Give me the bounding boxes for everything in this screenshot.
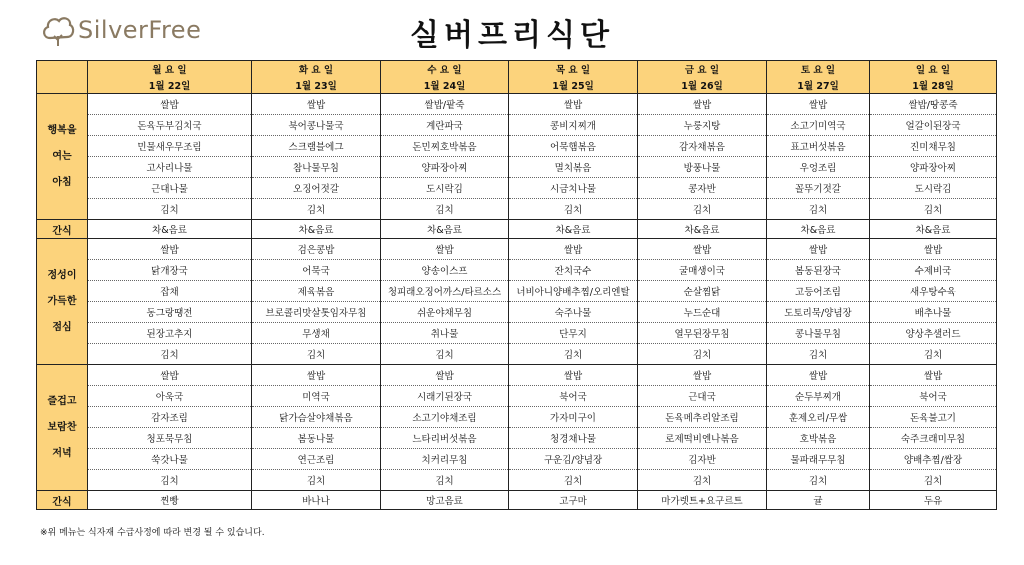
dinner-menu-item: 숙주크래미무침 bbox=[870, 428, 997, 449]
lunch-menu-item: 누드순대 bbox=[638, 302, 767, 323]
day-name: 일 요 일 bbox=[870, 61, 997, 78]
dinner-row bbox=[37, 470, 997, 491]
dinner-row bbox=[37, 365, 997, 386]
breakfast-menu-item: 얼갈이된장국 bbox=[870, 115, 997, 136]
day-name: 월 요 일 bbox=[88, 61, 252, 78]
dinner-menu-item: 김자반 bbox=[638, 449, 767, 470]
breakfast-menu-item: 어묵햄볶음 bbox=[509, 136, 638, 157]
lunch-menu-item: 순살찜닭 bbox=[638, 281, 767, 302]
breakfast-menu-item: 우엉조림 bbox=[767, 157, 870, 178]
dinner-menu-item: 아욱국 bbox=[88, 386, 252, 407]
breakfast-menu-item: 북어콩나물국 bbox=[252, 115, 381, 136]
lunch-row bbox=[37, 260, 997, 281]
lunch-menu-item: 고등어조림 bbox=[767, 281, 870, 302]
dinner-menu-item: 호박볶음 bbox=[767, 428, 870, 449]
lunch-menu-item: 쌀밥 bbox=[870, 239, 997, 260]
dinner-menu-item: 쌀밥 bbox=[767, 365, 870, 386]
dinner-menu-item: 김치 bbox=[767, 470, 870, 491]
day-date: 1월 24일 bbox=[381, 77, 509, 94]
dinner-menu-item: 김치 bbox=[509, 470, 638, 491]
breakfast-menu-item: 콩비지찌개 bbox=[509, 115, 638, 136]
dinner-menu-item: 물파래무무침 bbox=[767, 449, 870, 470]
lunch-row bbox=[37, 239, 997, 260]
breakfast-menu-item: 꼴뚜기젓갈 bbox=[767, 178, 870, 199]
dinner-row bbox=[37, 428, 997, 449]
page-title: 실버프리식단 bbox=[410, 18, 614, 53]
day-date: 1월 28일 bbox=[870, 77, 997, 94]
lunch-row bbox=[37, 344, 997, 365]
breakfast-row bbox=[37, 115, 997, 136]
breakfast-menu-item: 진미채무침 bbox=[870, 136, 997, 157]
breakfast-menu-item: 양파장아찌 bbox=[870, 157, 997, 178]
breakfast-menu-item: 멸치볶음 bbox=[509, 157, 638, 178]
breakfast-menu-item: 콩자반 bbox=[638, 178, 767, 199]
lunch-menu-item: 된장고추지 bbox=[88, 323, 252, 344]
day-date: 1월 26일 bbox=[638, 77, 767, 94]
lunch-menu-item: 쌀밥 bbox=[767, 239, 870, 260]
breakfast-row bbox=[37, 178, 997, 199]
dinner-menu-item: 연근조림 bbox=[252, 449, 381, 470]
breakfast-menu-item: 표고버섯볶음 bbox=[767, 136, 870, 157]
dinner-menu-item: 김치 bbox=[381, 470, 509, 491]
day-date: 1월 27일 bbox=[767, 77, 870, 94]
dinner-menu-item: 순두부찌개 bbox=[767, 386, 870, 407]
morning-snack-item: 차&음료 bbox=[381, 220, 509, 239]
breakfast-row bbox=[37, 199, 997, 220]
morning-snack-item: 차&음료 bbox=[509, 220, 638, 239]
lunch-menu-item: 잡채 bbox=[88, 281, 252, 302]
dinner-menu-item: 시래기된장국 bbox=[381, 386, 509, 407]
lunch-row bbox=[37, 302, 997, 323]
dinner-menu-item: 돈육불고기 bbox=[870, 407, 997, 428]
morning-snack-label: 간식 bbox=[37, 220, 88, 239]
breakfast-row bbox=[37, 136, 997, 157]
day-name: 목 요 일 bbox=[509, 61, 638, 78]
lunch-menu-item: 닭개장국 bbox=[88, 260, 252, 281]
breakfast-menu-item: 스크램블에그 bbox=[252, 136, 381, 157]
evening-snack-item: 마가렛트+요구르트 bbox=[638, 491, 767, 510]
breakfast-menu-item: 민물새우무조림 bbox=[88, 136, 252, 157]
breakfast-menu-item: 도시락김 bbox=[870, 178, 997, 199]
lunch-menu-item: 배추나물 bbox=[870, 302, 997, 323]
lunch-label-line: 가득한 bbox=[47, 295, 77, 307]
breakfast-menu-item: 쌀밥 bbox=[88, 94, 252, 115]
dinner-menu-item: 양배추찜/쌈장 bbox=[870, 449, 997, 470]
breakfast-menu-item: 김치 bbox=[767, 199, 870, 220]
lunch-menu-item: 쉬운야채무침 bbox=[381, 302, 509, 323]
lunch-menu-item: 열무된장무침 bbox=[638, 323, 767, 344]
dinner-menu-item: 가자미구이 bbox=[509, 407, 638, 428]
breakfast-menu-item: 감자채볶음 bbox=[638, 136, 767, 157]
breakfast-menu-item: 김치 bbox=[88, 199, 252, 220]
evening-snack-item: 찐빵 bbox=[88, 491, 252, 510]
lunch-menu-item: 동그랑땡전 bbox=[88, 302, 252, 323]
breakfast-label-line: 아침 bbox=[52, 176, 72, 188]
breakfast-menu-item: 쌀밥 bbox=[252, 94, 381, 115]
dinner-label-line: 저녁 bbox=[52, 447, 72, 459]
breakfast-row bbox=[37, 157, 997, 178]
lunch-menu-item: 봄동된장국 bbox=[767, 260, 870, 281]
menu-table bbox=[36, 60, 997, 510]
breakfast-menu-item: 돈육두부김치국 bbox=[88, 115, 252, 136]
dinner-menu-item: 김치 bbox=[252, 470, 381, 491]
breakfast-menu-item: 김치 bbox=[638, 199, 767, 220]
dinner-menu-item: 청포묵무침 bbox=[88, 428, 252, 449]
morning-snack-item: 차&음료 bbox=[767, 220, 870, 239]
lunch-menu-item: 김치 bbox=[88, 344, 252, 365]
breakfast-menu-item: 양파장아찌 bbox=[381, 157, 509, 178]
day-date: 1월 25일 bbox=[509, 77, 638, 94]
dinner-menu-item: 근대국 bbox=[638, 386, 767, 407]
breakfast-menu-item: 도시락김 bbox=[381, 178, 509, 199]
breakfast-menu-item: 쌀밥/팥죽 bbox=[381, 94, 509, 115]
lunch-menu-item: 무생채 bbox=[252, 323, 381, 344]
evening-snack-item: 망고음료 bbox=[381, 491, 509, 510]
dinner-menu-item: 쑥갓나물 bbox=[88, 449, 252, 470]
breakfast-menu-item: 김치 bbox=[381, 199, 509, 220]
morning-snack-item: 차&음료 bbox=[88, 220, 252, 239]
breakfast-menu-item: 참나물무침 bbox=[252, 157, 381, 178]
lunch-menu-item: 검은콩밥 bbox=[252, 239, 381, 260]
lunch-menu-item: 숙주나물 bbox=[509, 302, 638, 323]
dinner-menu-item: 김치 bbox=[870, 470, 997, 491]
dinner-menu-item: 훈제오리/무쌈 bbox=[767, 407, 870, 428]
day-date: 1월 22일 bbox=[88, 77, 252, 94]
day-name: 수 요 일 bbox=[381, 61, 509, 78]
day-name: 화 요 일 bbox=[252, 61, 381, 78]
lunch-menu-item: 어묵국 bbox=[252, 260, 381, 281]
lunch-menu-item: 새우탕수육 bbox=[870, 281, 997, 302]
dinner-menu-item: 북어국 bbox=[870, 386, 997, 407]
lunch-label-line: 점심 bbox=[52, 321, 72, 333]
evening-snack-item: 고구마 bbox=[509, 491, 638, 510]
dinner-label bbox=[37, 365, 88, 491]
lunch-menu-item: 쌀밥 bbox=[381, 239, 509, 260]
lunch-row bbox=[37, 323, 997, 344]
breakfast-menu-item: 김치 bbox=[870, 199, 997, 220]
breakfast-menu-item: 돈민찌호박볶음 bbox=[381, 136, 509, 157]
dinner-menu-item: 북어국 bbox=[509, 386, 638, 407]
lunch-menu-item: 김치 bbox=[252, 344, 381, 365]
dinner-row bbox=[37, 407, 997, 428]
morning-snack-row bbox=[37, 220, 997, 239]
morning-snack-item: 차&음료 bbox=[638, 220, 767, 239]
lunch-menu-item: 양송이스프 bbox=[381, 260, 509, 281]
dinner-label-line: 즐겁고 bbox=[47, 395, 77, 407]
dinner-menu-item: 닭가슴살야채볶음 bbox=[252, 407, 381, 428]
dinner-menu-item: 감자조림 bbox=[88, 407, 252, 428]
breakfast-menu-item: 쌀밥 bbox=[638, 94, 767, 115]
lunch-menu-item: 김치 bbox=[870, 344, 997, 365]
brand-name: SilverFree bbox=[78, 16, 202, 44]
dinner-menu-item: 미역국 bbox=[252, 386, 381, 407]
dinner-label-line: 보람찬 bbox=[47, 421, 77, 433]
dinner-menu-item: 청경채나물 bbox=[509, 428, 638, 449]
breakfast-label-line: 행복을 bbox=[47, 124, 77, 136]
dinner-menu-item: 김치 bbox=[638, 470, 767, 491]
breakfast-menu-item: 계란파국 bbox=[381, 115, 509, 136]
lunch-menu-item: 김치 bbox=[767, 344, 870, 365]
evening-snack-label: 간식 bbox=[37, 491, 88, 510]
lunch-menu-item: 콩나물무침 bbox=[767, 323, 870, 344]
lunch-menu-item: 취나물 bbox=[381, 323, 509, 344]
dinner-menu-item: 치커리무침 bbox=[381, 449, 509, 470]
lunch-menu-item: 브로콜리맛살톳임자무침 bbox=[252, 302, 381, 323]
dinner-menu-item: 느타리버섯볶음 bbox=[381, 428, 509, 449]
lunch-menu-item: 김치 bbox=[509, 344, 638, 365]
day-date: 1월 23일 bbox=[252, 77, 381, 94]
lunch-menu-item: 제육볶음 bbox=[252, 281, 381, 302]
morning-snack-item: 차&음료 bbox=[252, 220, 381, 239]
lunch-menu-item: 쌀밥 bbox=[509, 239, 638, 260]
breakfast-menu-item: 쌀밥 bbox=[509, 94, 638, 115]
lunch-row bbox=[37, 281, 997, 302]
dinner-menu-item: 봄동나물 bbox=[252, 428, 381, 449]
lunch-menu-item: 청피래오징어까스/타르소스 bbox=[381, 281, 509, 302]
evening-snack-item: 바나나 bbox=[252, 491, 381, 510]
lunch-menu-item: 쌀밥 bbox=[88, 239, 252, 260]
lunch-menu-item: 단무지 bbox=[509, 323, 638, 344]
lunch-menu-item: 김치 bbox=[638, 344, 767, 365]
breakfast-menu-item: 쌀밥/땅콩죽 bbox=[870, 94, 997, 115]
breakfast-menu-item: 방풍나물 bbox=[638, 157, 767, 178]
footnote: ※위 메뉴는 식자재 수급사정에 따라 변경 될 수 있습니다. bbox=[40, 528, 265, 538]
lunch-menu-item: 수제비국 bbox=[870, 260, 997, 281]
day-name: 금 요 일 bbox=[638, 61, 767, 78]
lunch-menu-item: 김치 bbox=[381, 344, 509, 365]
breakfast-row bbox=[37, 94, 997, 115]
dinner-row bbox=[37, 449, 997, 470]
morning-snack-item: 차&음료 bbox=[870, 220, 997, 239]
breakfast-menu-item: 김치 bbox=[252, 199, 381, 220]
evening-snack-row bbox=[37, 491, 997, 510]
lunch-menu-item: 양상추샐러드 bbox=[870, 323, 997, 344]
breakfast-menu-item: 소고기미역국 bbox=[767, 115, 870, 136]
breakfast-menu-item: 쌀밥 bbox=[767, 94, 870, 115]
breakfast-menu-item: 근대나물 bbox=[88, 178, 252, 199]
lunch-label-line: 정성이 bbox=[47, 269, 77, 281]
dinner-menu-item: 쌀밥 bbox=[870, 365, 997, 386]
lunch-menu-item: 쌀밥 bbox=[638, 239, 767, 260]
lunch-menu-item: 너비아니양배추찜/오리엔탈 bbox=[509, 281, 638, 302]
breakfast-menu-item: 시금치나물 bbox=[509, 178, 638, 199]
dinner-menu-item: 소고기야채조림 bbox=[381, 407, 509, 428]
breakfast-menu-item: 김치 bbox=[509, 199, 638, 220]
date-header-row bbox=[37, 77, 997, 94]
corner-cell bbox=[37, 61, 88, 94]
dinner-menu-item: 김치 bbox=[88, 470, 252, 491]
breakfast-menu-item: 누룽지탕 bbox=[638, 115, 767, 136]
breakfast-label bbox=[37, 94, 88, 220]
breakfast-label-line: 여는 bbox=[52, 150, 72, 162]
dinner-menu-item: 로제떡비엔나볶음 bbox=[638, 428, 767, 449]
lunch-menu-item: 잔치국수 bbox=[509, 260, 638, 281]
dinner-row bbox=[37, 386, 997, 407]
breakfast-menu-item: 오징어젓갈 bbox=[252, 178, 381, 199]
lunch-label bbox=[37, 239, 88, 365]
dinner-menu-item: 쌀밥 bbox=[88, 365, 252, 386]
lunch-menu-item: 도토리묵/양념장 bbox=[767, 302, 870, 323]
dinner-menu-item: 쌀밥 bbox=[509, 365, 638, 386]
evening-snack-item: 귤 bbox=[767, 491, 870, 510]
day-header-row bbox=[37, 61, 997, 78]
dinner-menu-item: 쌀밥 bbox=[381, 365, 509, 386]
dinner-menu-item: 구운김/양념장 bbox=[509, 449, 638, 470]
day-name: 토 요 일 bbox=[767, 61, 870, 78]
evening-snack-item: 두유 bbox=[870, 491, 997, 510]
lunch-menu-item: 굴매생이국 bbox=[638, 260, 767, 281]
dinner-menu-item: 돈육메추리알조림 bbox=[638, 407, 767, 428]
dinner-menu-item: 쌀밥 bbox=[638, 365, 767, 386]
dinner-menu-item: 쌀밥 bbox=[252, 365, 381, 386]
breakfast-menu-item: 고사리나물 bbox=[88, 157, 252, 178]
